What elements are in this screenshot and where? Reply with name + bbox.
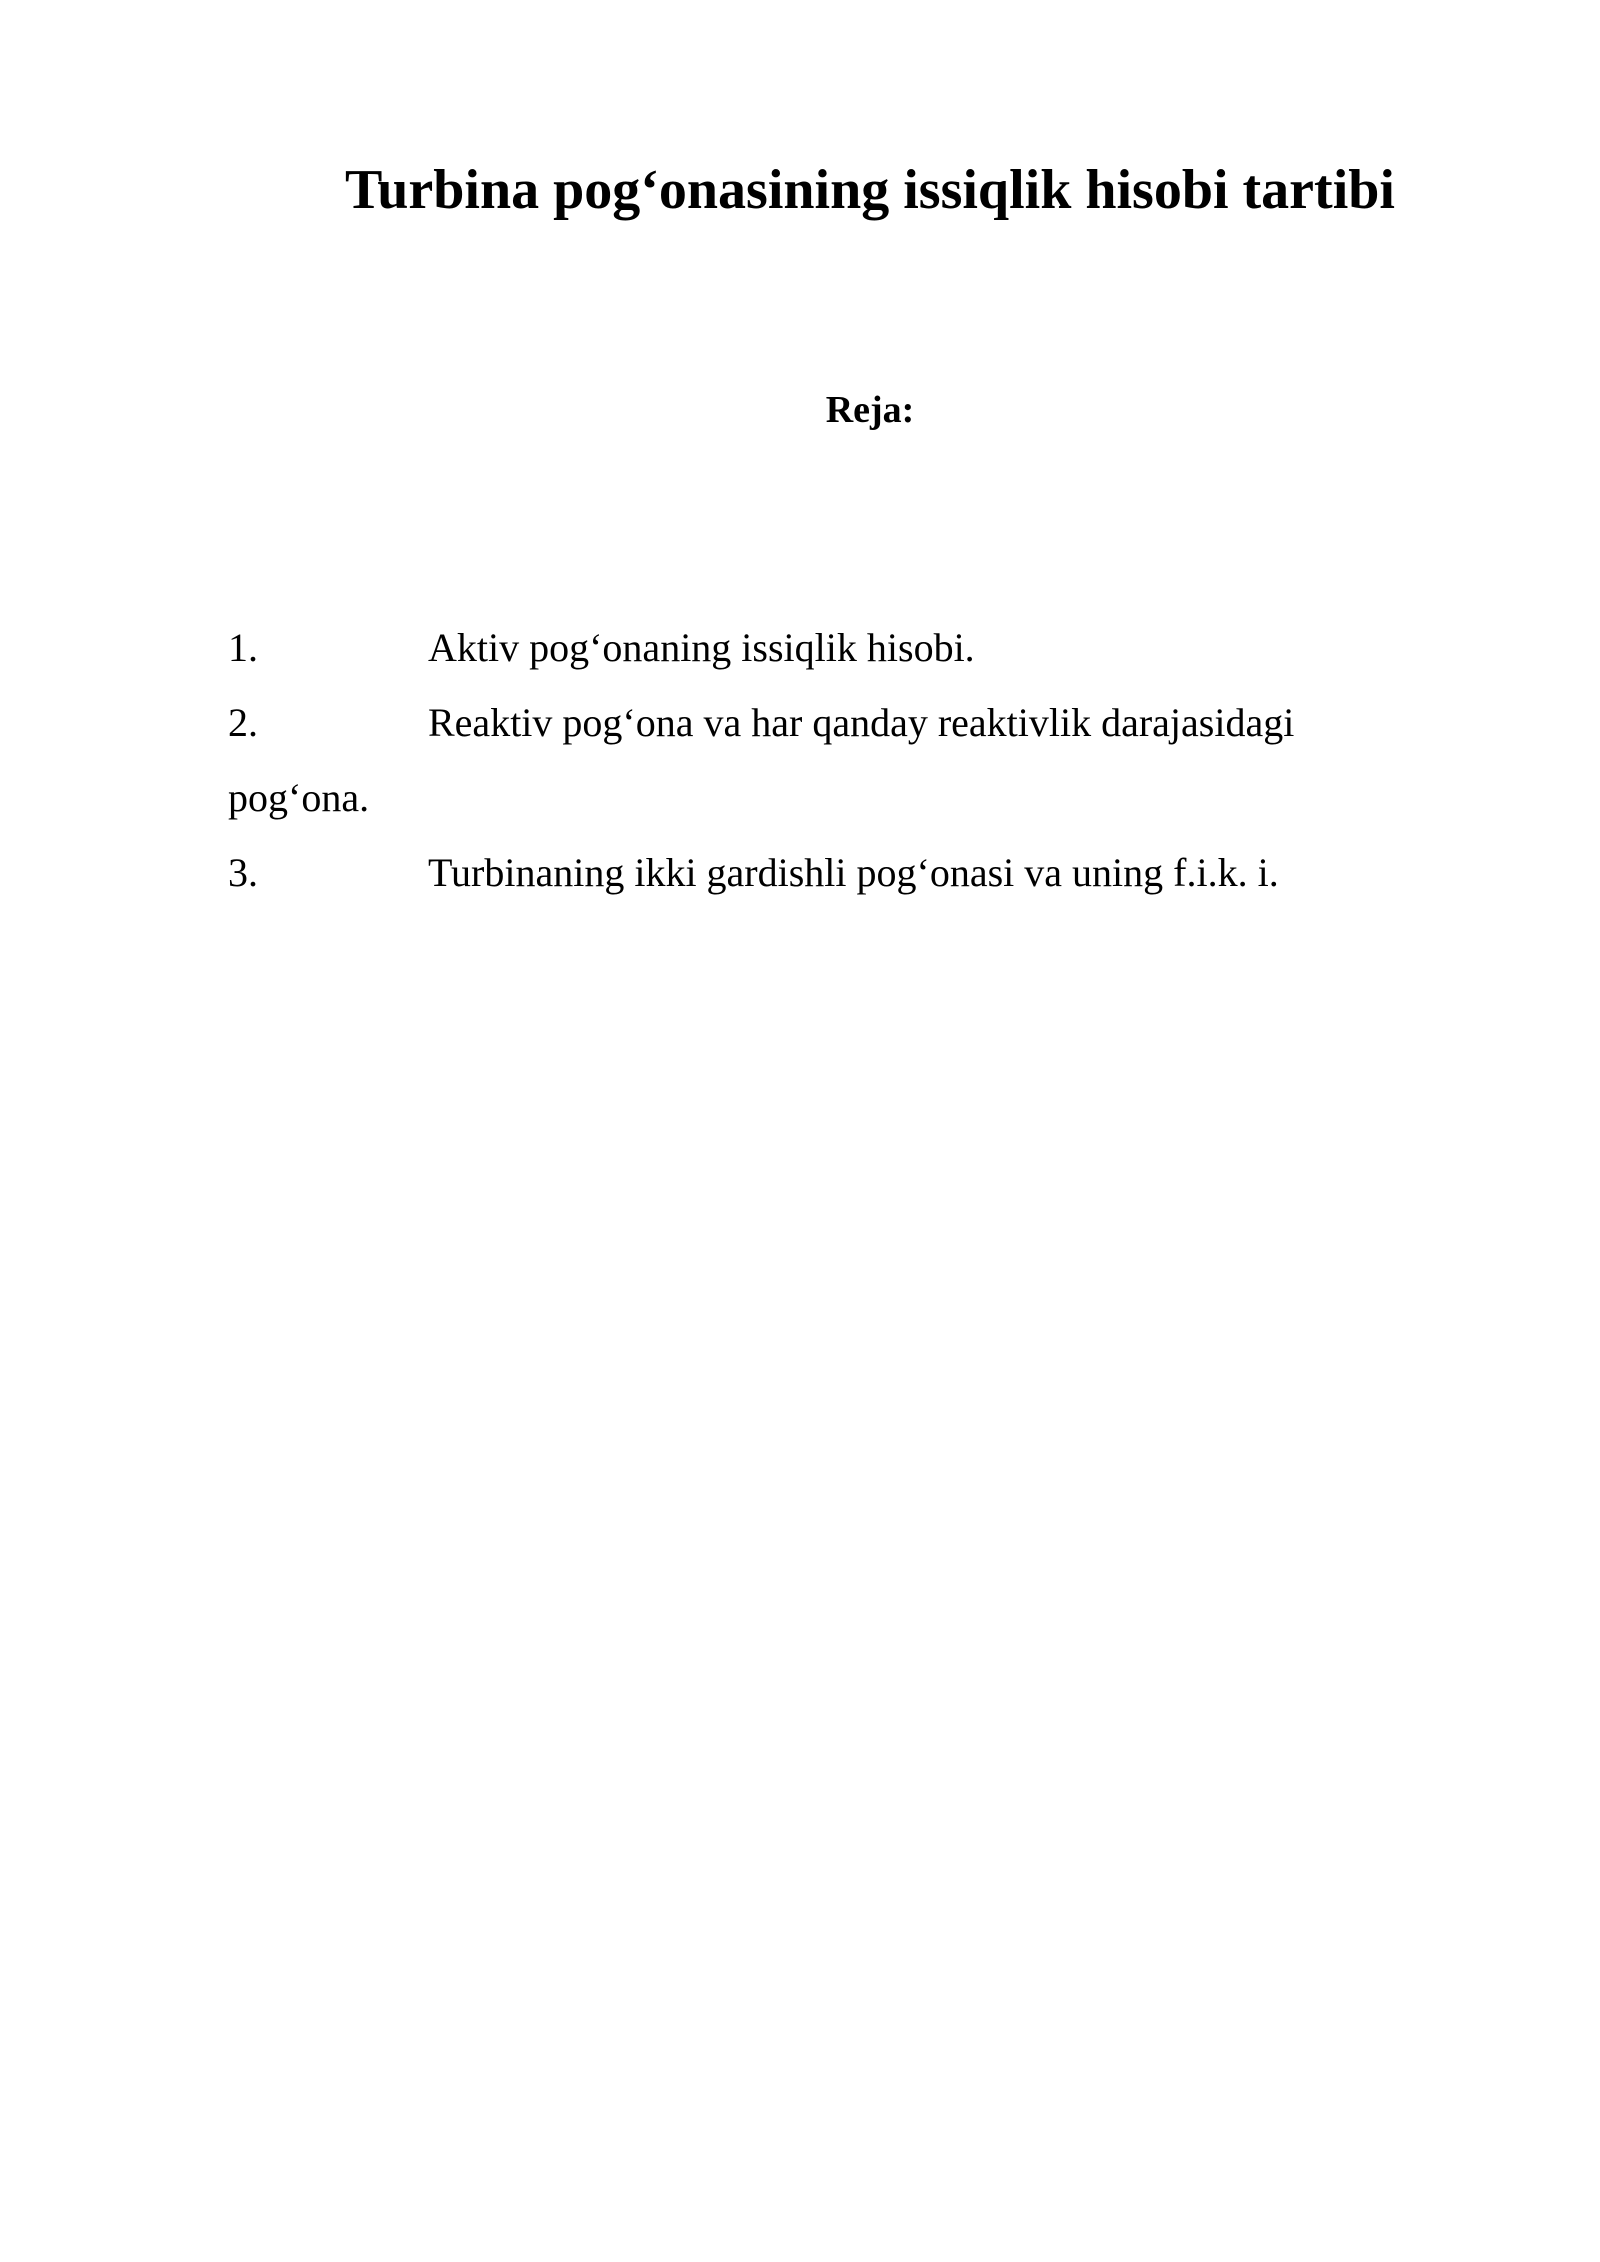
plan-item-text: Turbinaning ikki gardishli pog‘onasi va uning f.i.k. i. (428, 850, 1279, 895)
plan-item-2 (228, 685, 1388, 835)
page-title: Turbina pog‘onasining issiqlik hisobi tartibi (345, 159, 1395, 221)
plan-list (228, 610, 1388, 910)
plan-item-number: 3. (228, 850, 258, 895)
plan-item-text: Reaktiv pog‘ona va har qanday reaktivlik darajasidagi pog‘ona. (228, 700, 1295, 820)
plan-item-text: Aktiv pog‘onaning issiqlik hisobi. (428, 625, 975, 670)
plan-item-number: 2. (228, 700, 258, 745)
plan-item-1 (228, 610, 1388, 685)
plan-heading: Reja: (825, 389, 915, 431)
plan-item-3 (228, 835, 1388, 910)
plan-item-number: 1. (228, 625, 258, 670)
